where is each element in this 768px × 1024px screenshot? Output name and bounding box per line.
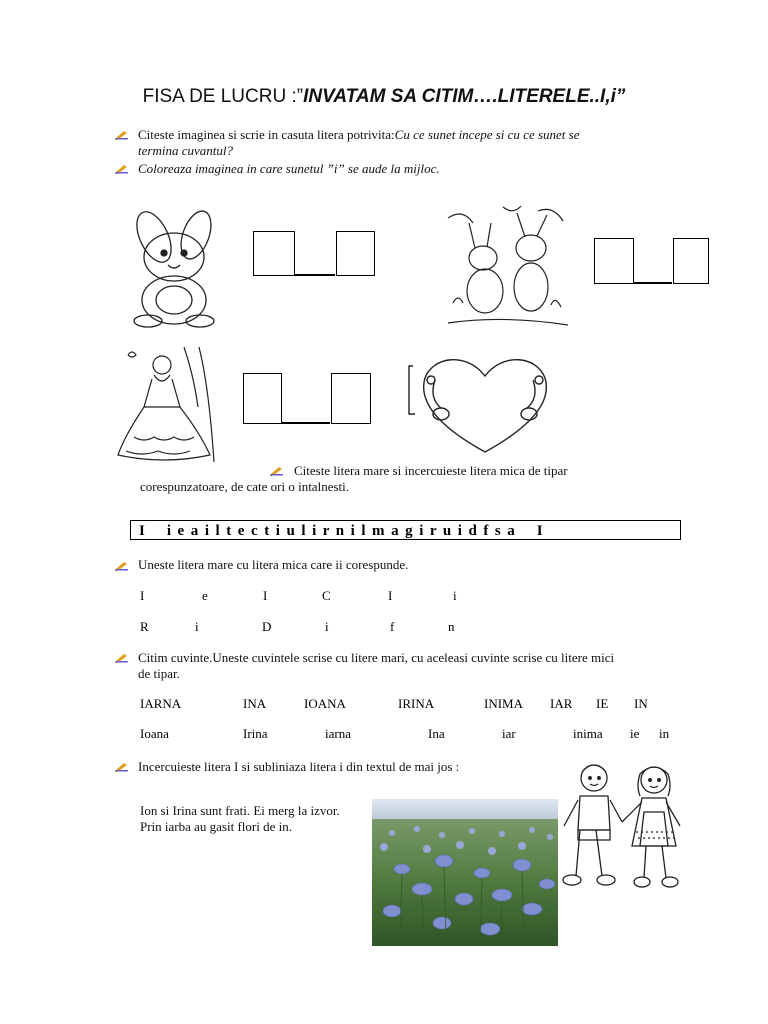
pencil-bullet-icon bbox=[270, 465, 284, 476]
letter[interactable]: R bbox=[140, 619, 149, 634]
pencil-bullet-icon bbox=[115, 652, 129, 663]
instruction-2: Coloreaza imaginea in care sunetul ”i” se aude la mijloc. bbox=[138, 161, 440, 176]
letter[interactable]: i bbox=[453, 588, 457, 603]
answer-box-start[interactable] bbox=[594, 238, 634, 284]
match-letters-row-2 bbox=[0, 619, 768, 637]
word[interactable]: IARNA bbox=[140, 696, 182, 711]
heart-picture bbox=[405, 350, 563, 456]
letter[interactable]: I bbox=[388, 588, 393, 603]
word[interactable]: ie bbox=[630, 726, 640, 741]
instruction-6: Incercuieste litera I si subliniaza litera i din textul de mai jos : bbox=[138, 759, 460, 774]
children-picture bbox=[556, 756, 698, 898]
words-lowercase-row bbox=[0, 726, 768, 744]
answer-box-end[interactable] bbox=[331, 373, 371, 424]
word[interactable]: INIMA bbox=[484, 696, 523, 711]
letter[interactable]: D bbox=[262, 619, 272, 634]
instruction-3a: Citeste litera mare si incercuieste litera mica de tipar bbox=[294, 463, 568, 478]
answer-box-start[interactable] bbox=[243, 373, 282, 424]
word[interactable]: IAR bbox=[550, 696, 573, 711]
instruction-5: Citim cuvinte.Uneste cuvintele scrise cu litere mari, cu aceleasi cuvinte scrise cu litere mici de tipar. bbox=[138, 650, 615, 681]
word[interactable]: Ina bbox=[428, 726, 445, 741]
letter[interactable]: e bbox=[202, 588, 208, 603]
letter[interactable]: i bbox=[325, 619, 329, 634]
answer-box-line bbox=[282, 422, 330, 424]
word[interactable]: IN bbox=[634, 696, 648, 711]
story-line-1[interactable]: Ion si Irina sunt frati. Ei merg la izvor. bbox=[140, 803, 340, 818]
letter[interactable]: f bbox=[390, 619, 395, 634]
pencil-bullet-icon bbox=[115, 761, 129, 772]
flax-field-photo bbox=[372, 799, 558, 946]
title-prefix: FISA DE LUCRU :” bbox=[142, 86, 304, 107]
answer-box-line bbox=[634, 282, 672, 284]
match-letters-row-1 bbox=[0, 588, 768, 606]
letter[interactable]: I bbox=[263, 588, 268, 603]
letter[interactable]: i bbox=[195, 619, 199, 634]
word[interactable]: IRINA bbox=[398, 696, 435, 711]
letter-strip[interactable]: I i e a i l t e c t i u l i r n i l m a g i r u i d f s a I bbox=[130, 520, 681, 540]
word[interactable]: INA bbox=[243, 696, 267, 711]
pencil-bullet-icon bbox=[115, 560, 129, 571]
instruction-3b: corespunzatoare, de cate ori o intalnesti. bbox=[140, 479, 349, 494]
word[interactable]: inima bbox=[573, 726, 603, 741]
word[interactable]: iar bbox=[502, 726, 516, 741]
letter[interactable]: C bbox=[322, 588, 331, 603]
word[interactable]: in bbox=[659, 726, 670, 741]
page-title bbox=[0, 86, 768, 108]
words-uppercase-row bbox=[0, 696, 768, 714]
word[interactable]: IE bbox=[596, 696, 609, 711]
title-emphasis: INVATAM SA CITIM….LITERELE..I,i” bbox=[303, 86, 626, 107]
letter[interactable]: n bbox=[448, 619, 455, 634]
word[interactable]: iarna bbox=[325, 726, 351, 741]
pencil-bullet-icon bbox=[115, 129, 129, 140]
story-text bbox=[140, 803, 380, 835]
two-rabbits-picture bbox=[443, 203, 571, 331]
answer-box-end[interactable] bbox=[336, 231, 375, 276]
story-line-2[interactable]: Prin iarba au gasit flori de in. bbox=[140, 819, 292, 834]
princess-picture bbox=[114, 347, 230, 462]
instruction-1: Citeste imaginea si scrie in casuta litera potrivita:Cu ce sunet incepe si cu ce sunet se termina cuvantul? bbox=[138, 127, 580, 158]
letter[interactable]: I bbox=[140, 588, 145, 603]
instruction-4: Uneste litera mare cu litera mica care ii corespunde. bbox=[138, 557, 409, 572]
word[interactable]: IOANA bbox=[304, 696, 346, 711]
answer-box-line bbox=[295, 274, 335, 276]
pencil-bullet-icon bbox=[115, 163, 129, 174]
word[interactable]: Ioana bbox=[140, 726, 169, 741]
word[interactable]: Irina bbox=[243, 726, 268, 741]
bunny-picture bbox=[118, 205, 230, 330]
answer-box-start[interactable] bbox=[253, 231, 295, 276]
answer-box-end[interactable] bbox=[673, 238, 709, 284]
